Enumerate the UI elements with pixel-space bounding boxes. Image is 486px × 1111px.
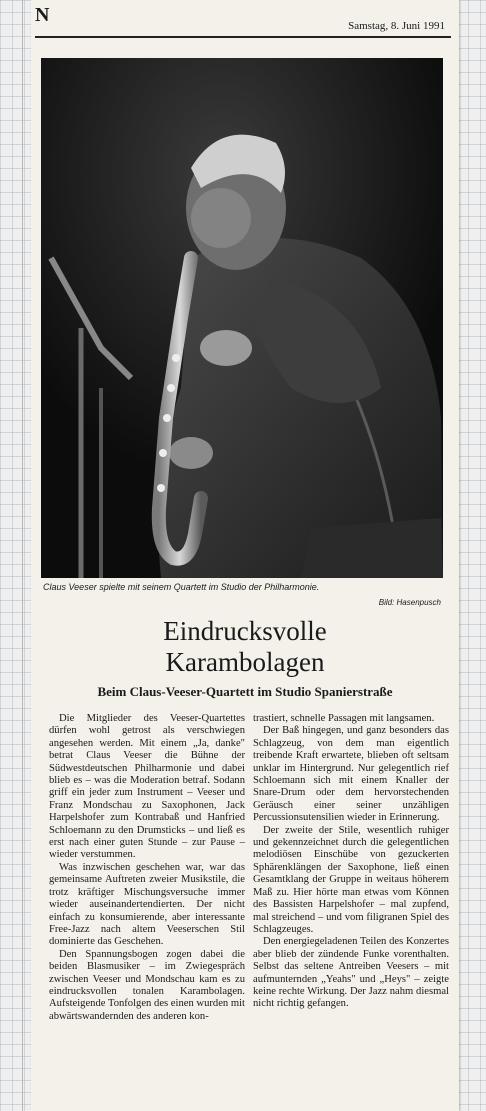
headline-line-2: Karambolagen xyxy=(165,647,325,677)
headline-line-1: Eindrucksvolle xyxy=(163,616,327,646)
photo-caption: Claus Veeser spielte mit seinem Quartett im Studio der Philharmonie. xyxy=(43,582,320,592)
paragraph: Der Baß hingegen, und ganz besonders das Schlagzeug, von dem man eigentlich treibende Kraft erwartete, blieben oft seltsam unklar im Hintergrund. Nur gelegentlich rief Schloemann sich mit einem Knaller der Snare-Drum oder dem hervorstechenden Geräusch einer seiner unzähligen Percussionsutensilien wieder in Erinnerung. xyxy=(253,725,449,824)
concert-photo xyxy=(41,58,443,578)
saxophonist-image xyxy=(41,58,443,578)
subheadline: Beim Claus-Veeser-Quartett im Studio Spanierstraße xyxy=(97,684,393,699)
paragraph: Was inzwischen geschehen war, war das gemeinsame Auftreten zweier Musikstile, die trotz kräftiger Mischungsversuche immer wieder auseinandertendierten. Der nicht einfach zu konsumierende, aber interessante Free-Jazz nach altem Veeserschen Stil dominierte das Geschehen. xyxy=(49,861,245,948)
article-column-left xyxy=(49,713,245,1023)
photo-credit: Bild: Hasenpusch xyxy=(378,598,441,607)
dateline: Samstag, 8. Juni 1991 xyxy=(348,20,445,32)
paragraph: Der zweite der Stile, wesentlich ruhiger und gekennzeichnet durch die gelegentlichen melodiösen Einschübe von gezuckerten Sphärenklängen der Saxophone, ließ einen Gesamtklang der Gruppe in weitaus höherem Maß zu. Hier hörte man etwas vom Können des Bassisten Harpelshofer – mal zupfend, mal streichend – und vom filigranen Spiel des Schlagzeuges. xyxy=(253,824,449,935)
header-rule xyxy=(35,36,451,38)
article-column-right xyxy=(253,713,449,1011)
margin-line xyxy=(22,0,23,1111)
masthead-fragment: N xyxy=(35,4,49,26)
newspaper-clipping xyxy=(31,0,459,1111)
paragraph: Den Spannungsbogen zogen dabei die beiden Blasmusiker – im Zwiegespräch zwischen Veeser und Mondschau kam es zu eindrucksvollen tonalen Karambolagen. Aufsteigende Tonfolgen des einen wurden mit abwärtswandernden des anderen kon- xyxy=(49,948,245,1022)
paragraph: Den energiegeladenen Teilen des Konzertes aber blieb der zündende Funke vorenthalten. Selbst das seltene Antreiben Veesers – mit aufmunternden „Yeahs" und „Heys" – zeigte keine rechte Wirkung. Der Jazz nahm diesmal nicht richtig gefangen. xyxy=(253,936,449,1010)
headline xyxy=(31,616,459,678)
paragraph: trastiert, schnelle Passagen mit langsamen. xyxy=(253,713,435,724)
paragraph: Die Mitglieder des Veeser-Quartettes dürfen wohl getrost als verschwiegen angesehen werden. Mit einem „Ja, danke" betrat Claus Veeser die Bühne der Südwestdeutschen Philharmonie und dabei blieb es – was die Moderation betraf. Sodann griff ein jeder zum Instrument – Veeser und Franz Mondschau zu Saxophonen, Jack Harpelshofer zum Kontrabaß und Hanfried Schloemann zu den Drumsticks – und ließ es erst nach einer guten Stunde – zur Pause – wieder verstummen. xyxy=(49,713,245,861)
